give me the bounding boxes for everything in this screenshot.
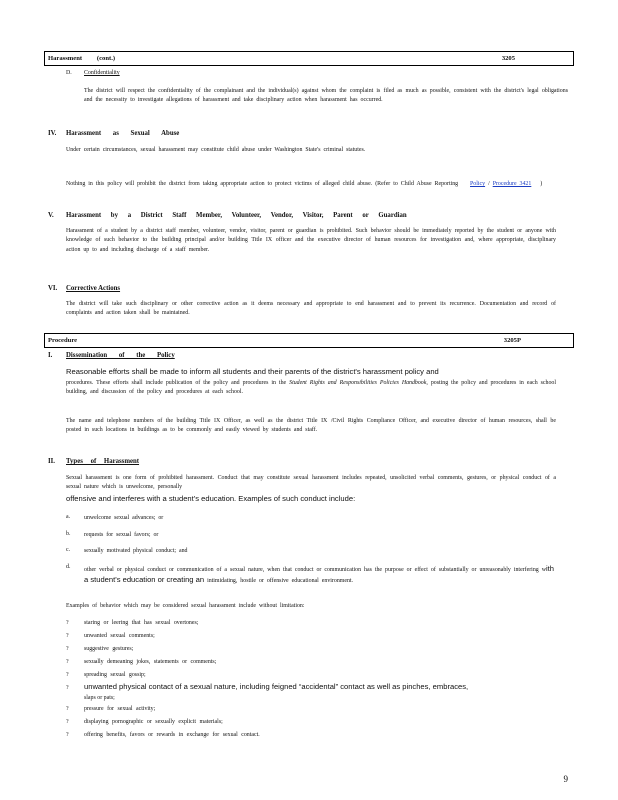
section-i-contacts: The name and telephone numbers of the building Title IX Officer, as well as the district Title IX /Civil Rights Compliance Officer, and executive director of human resources, shall be posted in such locations in buildings as to be commonly and easily viewed by students and staff. [66,418,556,434]
section-iv-text: Under certain circumstances, sexual harassment may constitute child abuse under Washington State's criminal statutes. [66,147,366,153]
examples-intro: Examples of behavior which may be considered sexual harassment include without limitation: [66,603,305,609]
section-vi-title: Corrective Actions [66,285,121,292]
item-d-mark: d. [66,564,71,570]
policy-link[interactable]: Policy [470,181,486,187]
section-i-lead: Reasonable efforts shall be made to inform all students and their parents of the district's harassment policy and [66,367,439,376]
section-i-text: procedures. These efforts shall include publication of the policy and procedures in the Student Rights and Responsibilities Policies Handbook, posting the policy and procedures in each school building, and discussion of the policy and procedures at each school. [66,380,556,396]
item-b-text: requests for sexual favors; or [84,532,159,538]
item-b-mark: b. [66,531,71,537]
section-v-number: V. [48,212,54,219]
item-a-text: unwelcome sexual advances; or [84,515,164,521]
policy-header-code: 3205 [501,55,515,62]
section-v-text: Harassment of a student by a district staff member, volunteer, vendor, visitor, parent or guardian is prohibited. Such behavior should be immediately reported by the student or anyone with knowledge of such behavior to the building principal and/or building Title IX officer and the executive director of human resources for investigation and, where appropriate, disciplinary action up to and including discharge of a staff member. [66,228,556,253]
item-d-text: other verbal or physical conduct or communication of a sexual nature, when that conduct or communication has the purpose or effect of substantially or unreasonably interfering with a student's education or creating an intimidating, hostile or offensive educational environment. [84,564,554,585]
policy-header-title: Harassment (cont.) [48,55,116,62]
section-ii-title: Types of Harassment [66,458,140,465]
section-d-text: The district will respect the confidentiality of the complainant and the individual(s) against whom the complaint is filed as much as possible, consistent with the district's legal obligations and the necessity to investigate allegations of harassment and take disciplinary action when harassment has occurred. [84,88,568,104]
procedure-3421-link[interactable]: Procedure 3421 [492,181,532,187]
section-i-number: I. [48,352,53,359]
section-d-title: Confidentiality [84,70,120,76]
document-page: Harassment (cont.) 3205 D. Confidentiality The district will respect the confidentiality of the complainant and the individual(s) against whom the complaint is filed as much as possible, consistent with the district's legal obligations and the necessity to investigate allegations of harassment and take disciplinary action when harassment has occurred. IV. Harassment as Sexual Abuse Under certain circumstances, sexual harassment may constitute child abuse under Washington State's criminal statutes. Nothing in this policy will prohibit the district from taking appropriate action to protect victims of alleged child abuse. (Refer to Child Abuse Reporting Policy / Procedure 3421 ) V. Harassment by a District Staff Member, Volunteer, Vendor, Visitor, Parent or Guardian Harassment of a student by a district staff member, volunteer, vendor, visitor, parent or guardian is prohibited. Such behavior should be immediately reported by the student or anyone with knowledge of such behavior to the building principal and/or building Title IX officer and the executive director of human resources for investigation and, where appropriate, disciplinary action up to and including discharge of a staff member. VI. Corrective Actions The district will take such disciplinary or other corrective action as it deems necessary and appropriate to end harassment and to prevent its recurrence. Documentation and record of complaints and action taken shall be maintained. Procedure 3205P I. Dissemination of the Policy Reasonable efforts shall be made to inform all students and their parents of the district's harassment policy and procedures. These efforts shall include publication of the policy and procedures in the Student Rights and Responsibilities Policies Handbook, posting the policy and procedures in each school building, and discussion of the policy and procedures at each school. The name and telephone numbers of the building Title IX Officer, as well as the district Title IX /Civil Rights Compliance Officer, and executive director of human resources, shall be posted in such locations in buildings as to be commonly and easily viewed by students and staff. II. Types of Harassment Sexual harassment is one form of prohibited harassment. Conduct that may constitute sexual harassment includes repeated, unsolicited verbal comments, gestures, or physical conduct of a sexual nature which is unwelcome, personally offensive and interferes with a student's education. Examples of such conduct include: a. unwelcome sexual advances; or b. requests for sexual favors; or c. sexually motivated physical conduct; and d. other verbal or physical conduct or communication of a sexual nature, when that conduct or communication has the purpose or effect of substantially or unreasonably interfering with a student's education or creating an intimidating, hostile or offensive educational environment. Examples of behavior which may be considered sexual harassment include without limitation: ? staring or leering that has sexual overtones; ? unwanted sexual comments; ? suggestive gestures; ? sexually demeaning jokes, statements or comments; ? spreading sexual gossip; ? unwanted physical contact of a sexual nature, including feigned “accidental” contact as well as pinches, embraces, slaps or pats; ? pressure for sexual activity; ? displaying pornographic or sexually explicit materials; ? offering benefits, favors or rewards in exchange for sexual contact. 9 [0,0,618,800]
section-iv-number: IV. [48,130,57,137]
section-iv-title: Harassment as Sexual Abuse [66,130,180,137]
item-a-mark: a. [66,514,71,520]
section-d-letter: D. [66,70,72,76]
section-ii-text: Sexual harassment is one form of prohibited harassment. Conduct that may constitute sexual harassment includes repeated, unsolicited verbal comments, gestures, or physical conduct of a sexual nature which is unwelcome, personally [66,475,556,491]
section-ii-number: II. [48,458,55,465]
procedure-header [44,333,574,348]
item-c-text: sexually motivated physical conduct; and [84,548,188,554]
section-vi-number: VI. [48,285,58,292]
procedure-header-title: Procedure [48,337,78,344]
page-number: 9 [563,774,568,784]
item-c-mark: c. [66,547,71,553]
section-i-title: Dissemination of the Policy [66,352,175,359]
procedure-header-code: 3205P [503,337,521,344]
section-ii-lead: offensive and interferes with a student's education. Examples of such conduct include: [66,494,356,503]
section-vi-text: The district will take such disciplinary or other corrective action as it deems necessary and appropriate to end harassment and to prevent its recurrence. Documentation and record of complaints and action taken shall be maintained. [66,301,556,317]
section-v-title: Harassment by a District Staff Member, Volunteer, Vendor, Visitor, Parent or Guardian [66,212,407,219]
section-iv-reference: Nothing in this policy will prohibit the district from taking appropriate action to protect victims of alleged child abuse. (Refer to Child Abuse Reporting Policy / Procedure 3421 ) [66,181,543,187]
policy-header [44,51,574,66]
